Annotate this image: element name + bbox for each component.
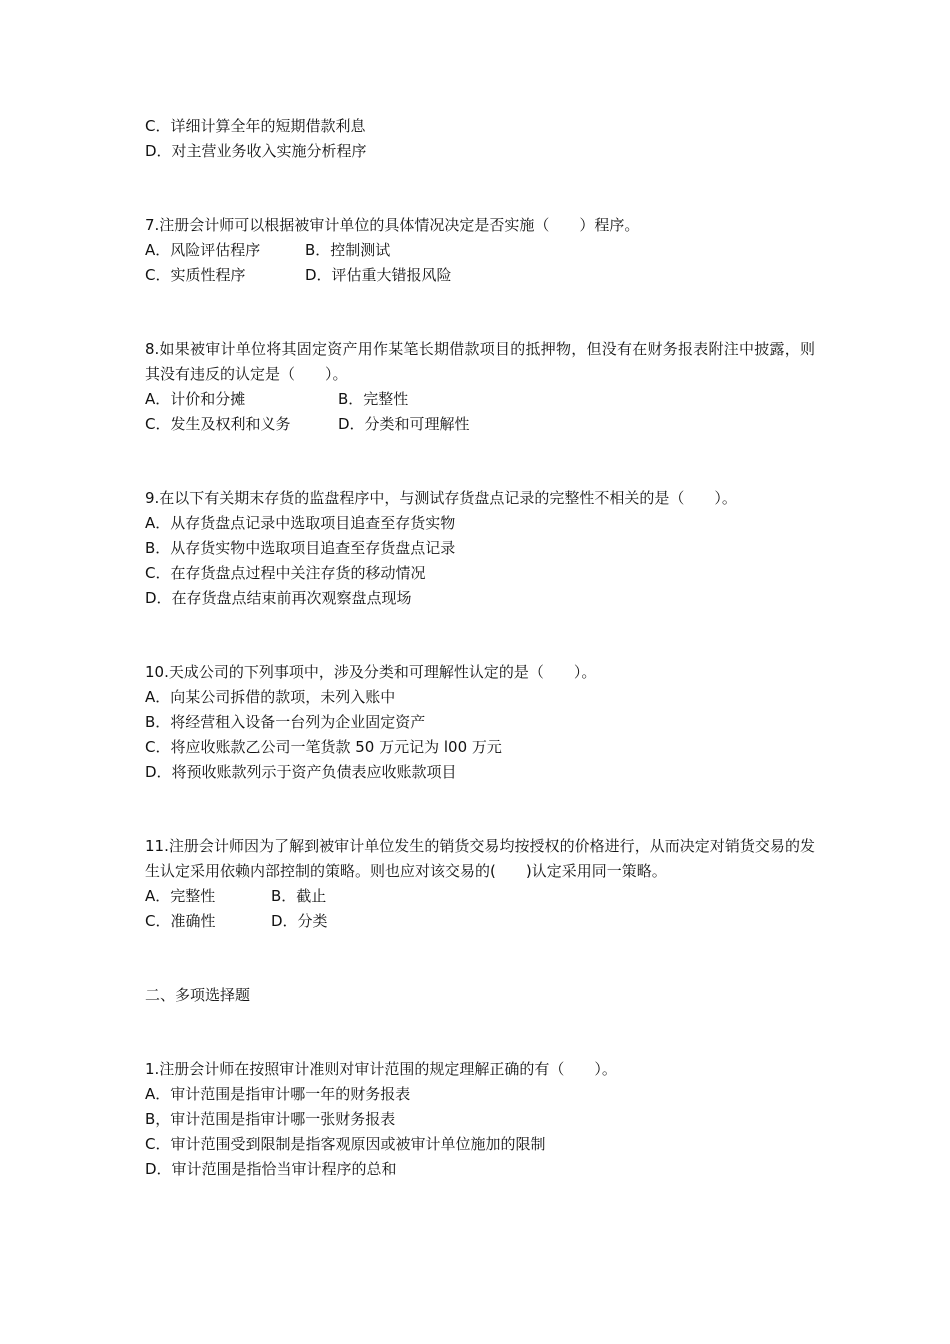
q9-stem: 9.在以下有关期末存货的监盘程序中，与测试存货盘点记录的完整性不相关的是（ ）。 (145, 489, 737, 507)
q8-options-row1 (145, 387, 815, 412)
q8-stem: 8.如果被审计单位将其固定资产用作某笔长期借款项目的抵押物，但没有在财务报表附注中披露，则其没有违反的认定是（ ）。 (145, 340, 815, 383)
q9-option-b: B．从存货实物中选取项目追查至存货盘点记录 (145, 539, 456, 557)
q9-option-c: C．在存货盘点过程中关注存货的移动情况 (145, 564, 426, 582)
q8-option-a: A．计价和分摊 (145, 390, 246, 408)
q10-option-a: A．向某公司拆借的款项，未列入账中 (145, 688, 396, 706)
q11-options-row1 (145, 884, 815, 909)
q6-option-d: D．对主营业务收入实施分析程序 (145, 142, 367, 160)
q11-option-b: B．截止 (271, 887, 327, 905)
q7-option-a: A．风险评估程序 (145, 241, 261, 259)
q10-option-b: B．将经营租入设备一台列为企业固定资产 (145, 713, 426, 731)
q9-option-d: D．在存货盘点结束前再次观察盘点现场 (145, 589, 412, 607)
q11-stem: 11.注册会计师因为了解到被审计单位发生的销货交易均按授权的价格进行，从而决定对销货交易的发生认定采用依赖内部控制的策略。则也应对该交易的( )认定采用同一策略。 (145, 837, 815, 880)
m1-option-c: C．审计范围受到限制是指客观原因或被审计单位施加的限制 (145, 1135, 546, 1153)
q7-options-row2 (145, 263, 815, 288)
q9-option-a: A．从存货盘点记录中选取项目追查至存货实物 (145, 514, 456, 532)
q10-option-c: C．将应收账款乙公司一笔货款 50 万元记为 l00 万元 (145, 738, 502, 756)
m1-option-d: D．审计范围是指恰当审计程序的总和 (145, 1160, 397, 1178)
q7-option-b: B．控制测试 (305, 241, 391, 259)
q8-option-b: B．完整性 (338, 390, 409, 408)
q10-stem: 10.天成公司的下列事项中，涉及分类和可理解性认定的是（ ）。 (145, 663, 597, 681)
document-page (145, 114, 815, 1182)
q7-options-row1 (145, 238, 815, 263)
q7-option-c: C．实质性程序 (145, 266, 246, 284)
q8-option-d: D．分类和可理解性 (338, 415, 470, 433)
q11-options-row2 (145, 909, 815, 934)
q8-options-row2 (145, 412, 815, 437)
section-heading-multiple-choice: 二、多项选择题 (145, 986, 251, 1004)
m1-option-b: B，审计范围是指审计哪一张财务报表 (145, 1110, 396, 1128)
m1-stem: 1.注册会计师在按照审计准则对审计范围的规定理解正确的有（ ）。 (145, 1060, 617, 1078)
q11-option-d: D．分类 (271, 912, 328, 930)
q11-option-a: A．完整性 (145, 887, 216, 905)
q6-option-c: C．详细计算全年的短期借款利息 (145, 117, 366, 135)
q8-option-c: C．发生及权利和义务 (145, 415, 291, 433)
q7-stem: 7.注册会计师可以根据被审计单位的具体情况决定是否实施（ ）程序。 (145, 216, 640, 234)
q10-option-d: D．将预收账款列示于资产负债表应收账款项目 (145, 763, 457, 781)
m1-option-a: A．审计范围是指审计哪一年的财务报表 (145, 1085, 411, 1103)
q7-option-d: D．评估重大错报风险 (305, 266, 452, 284)
q11-option-c: C．准确性 (145, 912, 216, 930)
